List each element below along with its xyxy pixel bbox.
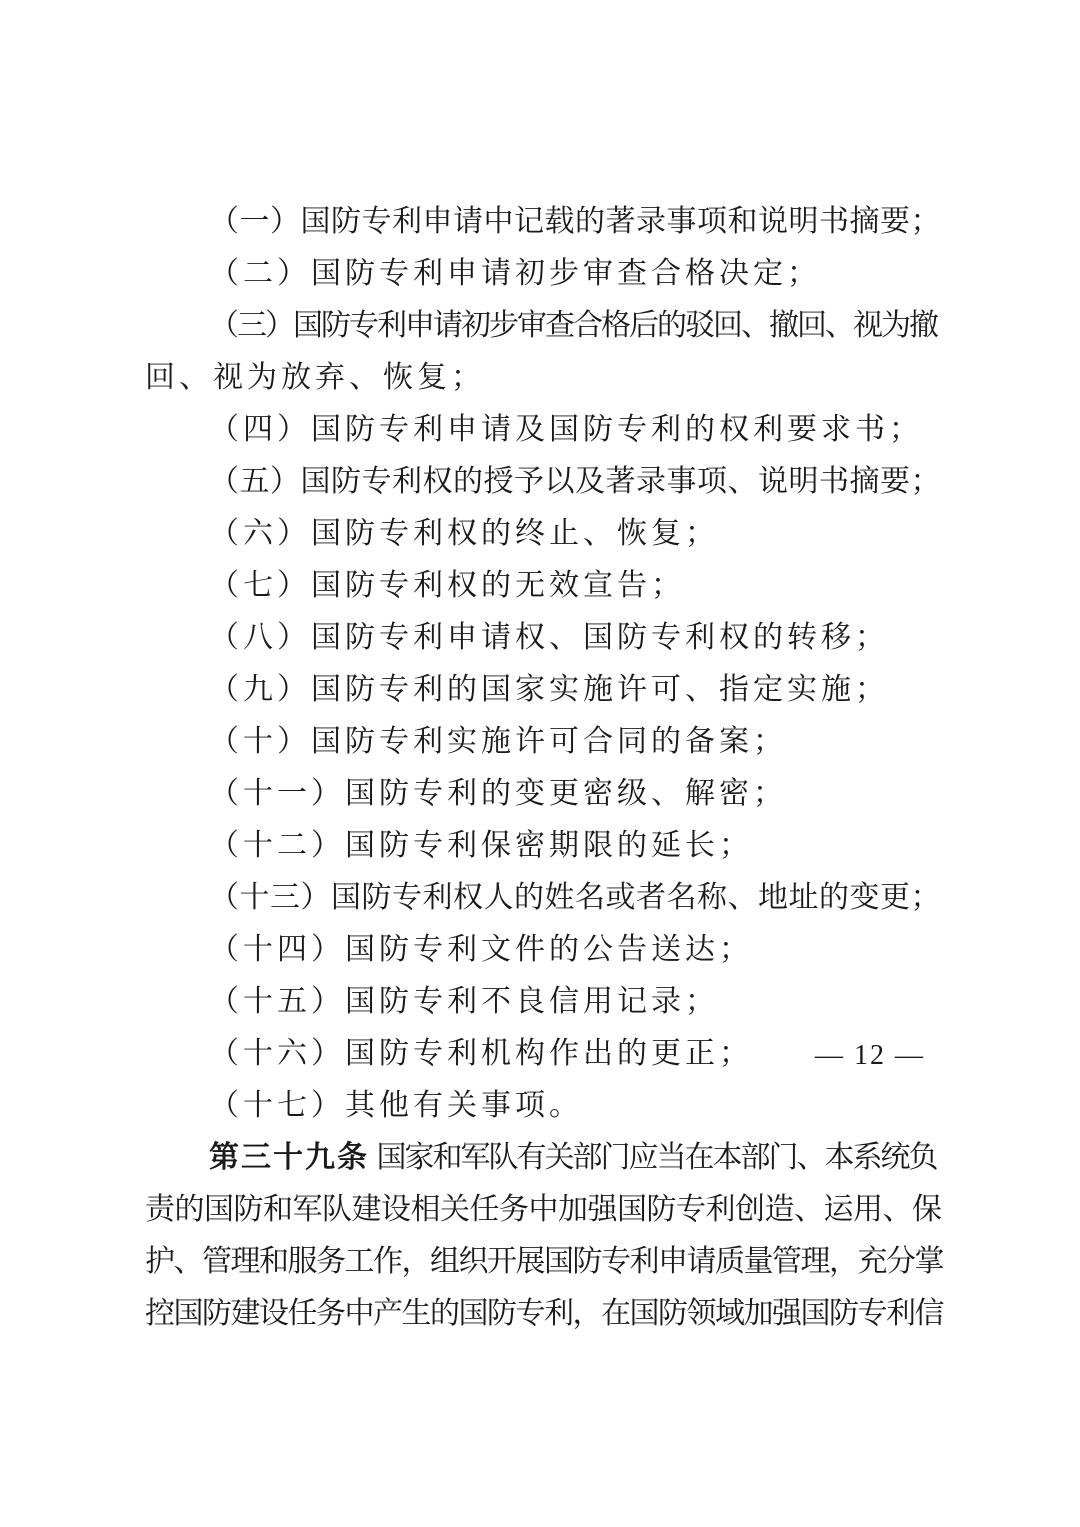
list-item-10: （十）国防专利实施许可合同的备案； <box>209 724 787 759</box>
list-item-7: （七）国防专利权的无效宣告； <box>209 568 685 603</box>
list-item-1: （一）国防专利申请中记载的著录事项和说明书摘要； <box>209 204 941 239</box>
article-heading: 第三十九条 <box>209 1140 369 1175</box>
list-item-17: （十七）其他有关事项。 <box>209 1088 583 1123</box>
document-body <box>145 196 945 1340</box>
list-item-9: （九）国防专利的国家实施许可、指定实施； <box>209 672 889 707</box>
list-item-15: （十五）国防专利不良信用记录； <box>209 984 719 1019</box>
list-item-4: （四）国防专利申请及国防专利的权利要求书； <box>209 412 923 447</box>
list-item-12: （十二）国防专利保密期限的延长； <box>209 828 753 863</box>
list-item-3: （三）国防专利申请初步审查合格后的驳回、撤回、视为撤 <box>209 308 937 343</box>
article-39-line-4: 控国防建设任务中产生的国防专利，在国防领域加强国防专利信 <box>145 1296 943 1331</box>
article-39-line-1 <box>145 1132 945 1184</box>
list-item-11: （十一）国防专利的变更密级、解密； <box>209 776 787 811</box>
article-39-line-2: 责的国防和军队建设相关任务中加强国防专利创造、运用、保 <box>145 1192 942 1227</box>
article-39-line-3: 护、管理和服务工作，组织开展国防专利申请质量管理，充分掌 <box>145 1244 943 1279</box>
page-number: — 12 — <box>815 1040 925 1071</box>
list-item-13: （十三）国防专利权人的姓名或者名称、地址的变更； <box>209 880 941 915</box>
list-item-14: （十四）国防专利文件的公告送达； <box>209 932 753 967</box>
article-text-line-1: 国家和军队有关部门应当在本部门、本系统负 <box>376 1140 937 1175</box>
list-item-8: （八）国防专利申请权、国防专利权的转移； <box>209 620 889 655</box>
list-item-5: （五）国防专利权的授予以及著录事项、说明书摘要； <box>209 464 941 499</box>
list-item-6: （六）国防专利权的终止、恢复； <box>209 516 719 551</box>
list-item-16: （十六）国防专利机构作出的更正； <box>209 1036 753 1071</box>
list-item-3-continued: 回、视为放弃、恢复； <box>145 360 485 395</box>
list-item-2: （二）国防专利申请初步审查合格决定； <box>209 256 821 291</box>
